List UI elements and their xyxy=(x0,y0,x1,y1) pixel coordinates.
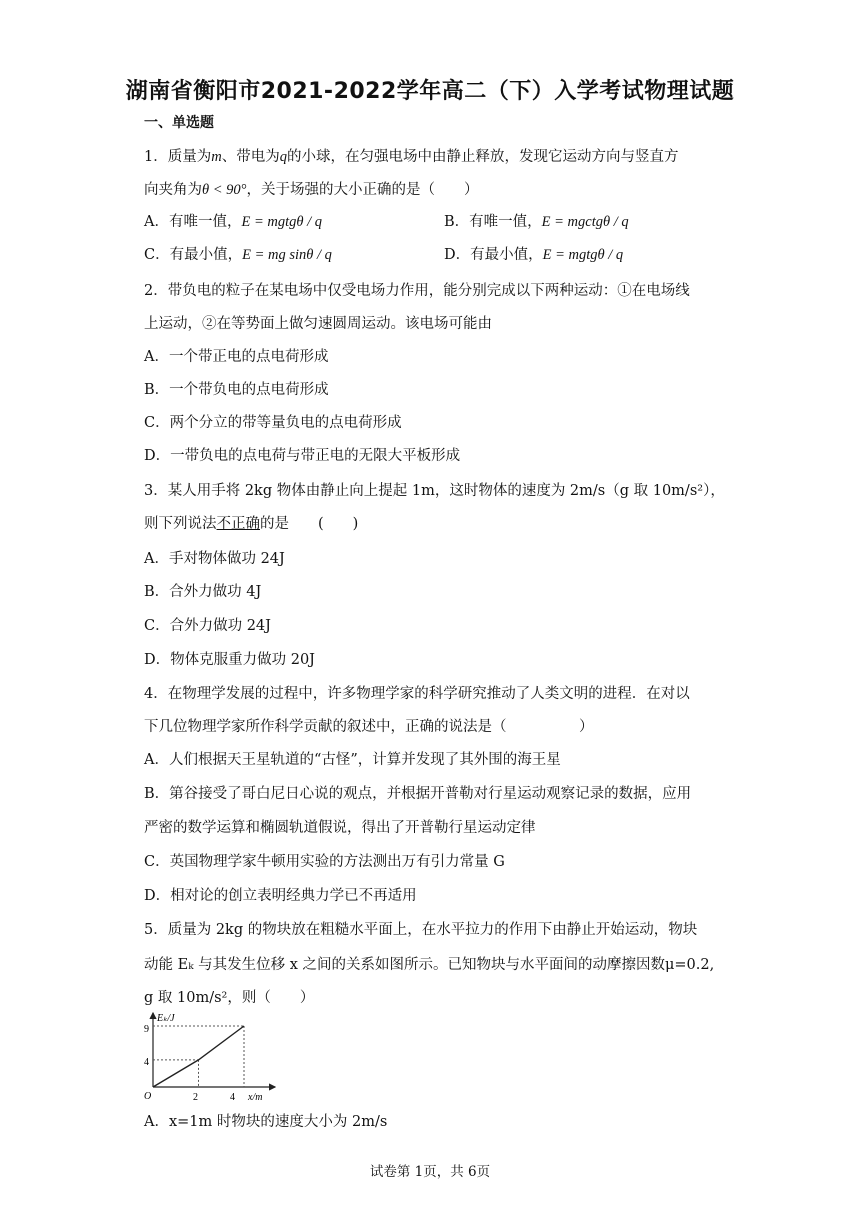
q2-option-c: C．两个分立的带等量负电的点电荷形成 xyxy=(144,415,402,431)
y-tick-label-9: 9 xyxy=(144,1024,149,1035)
q1-text-e: ，关于场强的大小正确的是（ ） xyxy=(246,182,479,198)
q1-line-1 xyxy=(144,145,678,166)
origin-label: O xyxy=(144,1091,152,1102)
q2-option-b: B．一个带负电的点电荷形成 xyxy=(144,382,329,398)
q1-angle-condition: θ < 90° xyxy=(202,182,247,198)
q2-option-a: A．一个带正电的点电荷形成 xyxy=(144,349,329,365)
q4-option-d: D．相对论的创立表明经典力学已不再适用 xyxy=(144,888,417,904)
q3-line-2 xyxy=(144,512,358,533)
q1-option-a xyxy=(144,210,322,231)
y-tick-label-4: 4 xyxy=(144,1057,149,1068)
q4-line-1: 4．在物理学发展的过程中，许多物理学家的科学研究推动了人类文明的进程．在对以 xyxy=(144,686,690,702)
q2-option-d: D．一带负电的点电荷与带正电的无限大平板形成 xyxy=(144,448,461,464)
q1-text-b: 、带电为 xyxy=(221,149,280,165)
graph-guides xyxy=(153,1026,244,1087)
q1-line-2 xyxy=(144,178,478,199)
q1-option-d-formula: E = mgtgθ / q xyxy=(542,247,624,263)
q1-text-d: 向夹角为 xyxy=(144,182,202,198)
q4-option-a: A．人们根据天王星轨道的“古怪”，计算并发现了其外围的海王星 xyxy=(144,752,561,768)
q5-line-3: g 取 10m/s²，则（ ） xyxy=(144,990,315,1006)
q3-underlined-text: 不正确 xyxy=(216,516,260,532)
q1-option-b-formula: E = mgctgθ / q xyxy=(541,214,629,230)
q1-charge-symbol: q xyxy=(279,149,287,165)
x-tick-label-2: 2 xyxy=(193,1092,198,1102)
q3-text-b: 的是 ( ) xyxy=(260,516,359,532)
q1-option-c-label: C．有最小值， xyxy=(144,247,243,263)
q1-option-c xyxy=(144,243,332,264)
q3-option-a: A．手对物体做功 24J xyxy=(144,551,285,567)
page-footer: 试卷第 1页，共 6页 xyxy=(369,1164,491,1180)
q3-text-a: 则下列说法 xyxy=(144,516,217,532)
q3-option-c: C．合外力做功 24J xyxy=(144,618,271,634)
q1-option-d-label: D．有最小值， xyxy=(444,247,543,263)
q1-option-b xyxy=(444,210,629,231)
page-title: 湖南省衡阳市2021-2022学年高二（下）入学考试物理试题 xyxy=(125,79,735,104)
q3-option-b: B．合外力做功 4J xyxy=(144,584,262,600)
q2-line-1: 2．带负电的粒子在某电场中仅受电场力作用，能分别完成以下两种运动：①在电场线 xyxy=(144,283,690,299)
q4-line-2: 下几位物理学家所作科学贡献的叙述中，正确的说法是（ ） xyxy=(144,719,594,735)
q1-mass-symbol: m xyxy=(211,149,222,165)
q4-option-c: C．英国物理学家牛顿用实验的方法测出万有引力常量 G xyxy=(144,854,505,870)
q3-line-1: 3．某人用手将 2kg 物体由静止向上提起 1m，这时物体的速度为 2m/s（g 取 10m/s²）， xyxy=(144,483,725,499)
q4-option-b-line-1: B．第谷接受了哥白尼日心说的观点，并根据开普勒对行星运动观察记录的数据，应用 xyxy=(144,786,692,802)
q1-option-b-label: B．有唯一值， xyxy=(444,214,542,230)
ek-x-graph xyxy=(143,1010,283,1102)
y-axis-label: Eₖ/J xyxy=(157,1013,175,1024)
q1-option-a-formula: E = mgtgθ / q xyxy=(241,214,323,230)
q1-option-d xyxy=(444,243,623,264)
q5-line-2: 动能 Eₖ 与其发生位移 x 之间的关系如图所示。已知物块与水平面间的动摩擦因数μ=0.2, xyxy=(144,957,715,973)
q1-text-c: 的小球，在匀强电场中由静止释放，发现它运动方向与竖直方 xyxy=(286,149,679,165)
q1-option-c-formula: E = mg sinθ / q xyxy=(242,247,332,263)
q3-option-d: D．物体克服重力做功 20J xyxy=(144,652,315,668)
x-tick-label-4: 4 xyxy=(230,1092,235,1102)
section-heading: 一、单选题 xyxy=(144,115,214,131)
q1-text-a: 1．质量为 xyxy=(144,149,212,165)
q2-line-2: 上运动，②在等势面上做匀速圆周运动。该电场可能由 xyxy=(144,316,492,332)
q1-option-a-label: A．有唯一值， xyxy=(144,214,242,230)
q5-option-a: A．x=1m 时物块的速度大小为 2m/s xyxy=(144,1114,388,1130)
x-axis-label: x/m xyxy=(248,1092,263,1102)
q5-line-1: 5．质量为 2kg 的物块放在粗糙水平面上，在水平拉力的作用下由静止开始运动，物块 xyxy=(144,922,698,938)
q4-option-b-line-2: 严密的数学运算和椭圆轨道假说，得出了开普勒行星运动定律 xyxy=(144,820,536,836)
